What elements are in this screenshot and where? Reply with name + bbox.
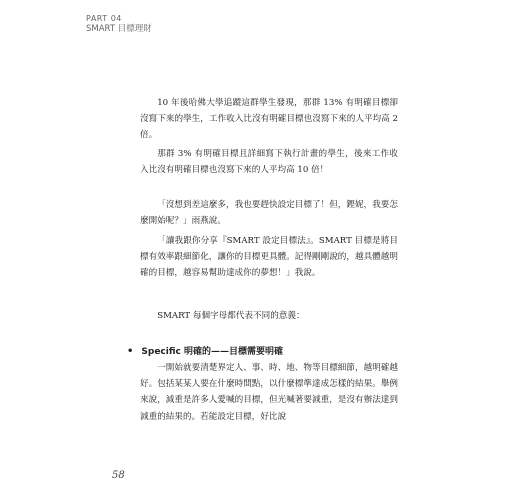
paragraph-specific-explanation: 一開始就要清楚界定人、事、時、地、物等目標細節，越明確越好。包括某某人要在什麼時間點，以什麼標準達成怎樣的結果。舉例來說，減重是許多人愛喊的目標，但光喊著要減重，是沒有辦法達到減重的結果的。若能設定目標，好比說 xyxy=(140,363,398,422)
running-head-chapter: PART 04 xyxy=(86,14,122,23)
paragraph-smart-letters: SMART 每個字母都代表不同的意義： xyxy=(157,311,305,321)
page-number: 58 xyxy=(112,470,125,481)
paragraph-harvard-13-percent: 10 年後哈佛大學追蹤這群學生發現，那群 13% 有明確目標卻沒寫下來的學生，工作收入比沒有明確目標也沒寫下來的人平均高 2 倍。 xyxy=(140,98,398,141)
bullet-icon: • xyxy=(127,346,134,357)
paragraph-harvard-3-percent: 那群 3% 有明確目標且詳細寫下執行計畫的學生，後來工作收入比沒有明確目標也沒寫下來的人平均高 10 倍！ xyxy=(140,149,398,176)
paragraph-smart-intro: 「讓我跟你分享『SMART 設定目標法』。SMART 目標是將目標有效率跟細節化，讓你的目標更具體。記得剛剛說的，越具體越明確的目標，越容易幫助達成你的夢想！」我說。 xyxy=(140,236,398,279)
running-head-title: SMART 目標理財 xyxy=(86,24,152,34)
section-heading-specific xyxy=(127,344,427,357)
section-heading-text: Specific 明確的——目標需要明確 xyxy=(141,347,283,357)
running-head xyxy=(86,14,152,35)
paragraph-question: 「沒想到差這麼多，我也要趕快設定目標了！但，鏗妮，我要怎麼開始呢？」雨燕說。 xyxy=(140,200,398,227)
